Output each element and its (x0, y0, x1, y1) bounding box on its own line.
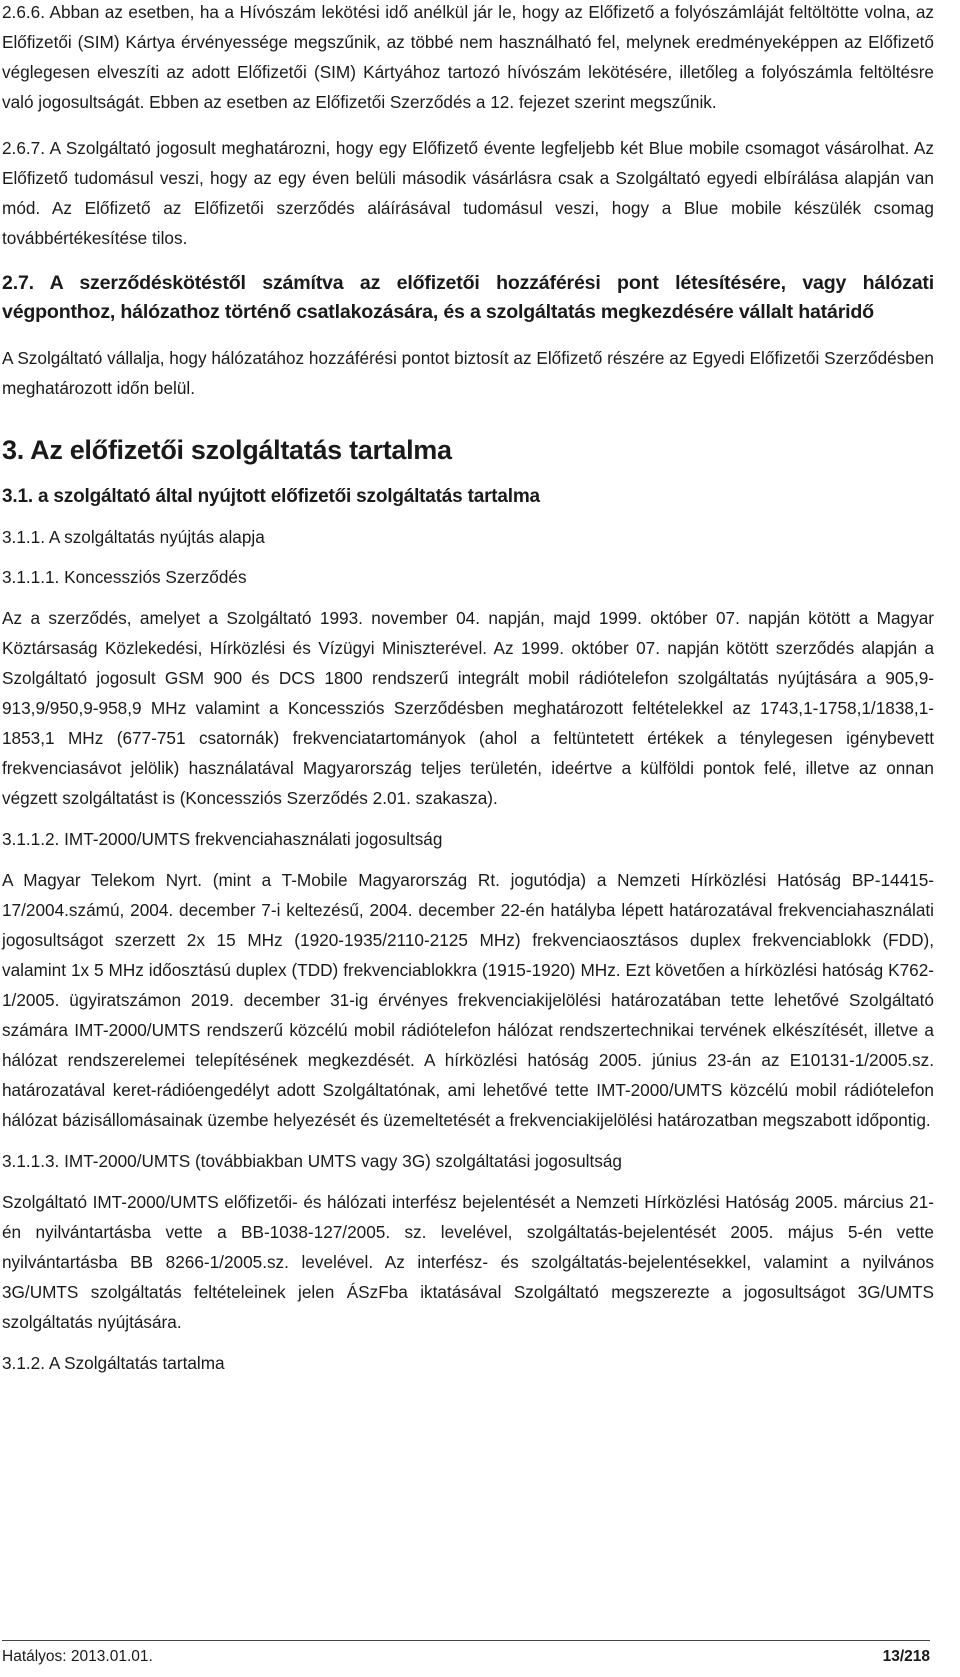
paragraph-3-1-1-1: Az a szerződés, amelyet a Szolgáltató 1993. november 04. napján, majd 1999. október 07. napján kötött a Magyar Köztársaság Közlekedési, Hírközlési és Vízügyi Miniszterével. Az 1999. október 07. napján kötött szerződés alapján a Szolgáltató jogosult GSM 900 és DCS 1800 rendszerű integrált mobil rádiótelefon szolgáltatás nyújtására a 905,9-913,9/950,9-958,9 MHz valamint a Koncessziós Szerződésben meghatározott feltételekkel az 1743,1-1758,1/1838,1-1853,1 MHz (677-751 csatornák) frekvenciatartományok (ahol a feltüntetett értékek a ténylegesen igénybevett frekvenciasávot jelölik) használatával Magyarország teljes területén, ideértve a külföldi pontok felé, illetve az onnan végzett szolgáltatást is (Koncessziós Szerződés 2.01. szakasza). (2, 608, 934, 808)
paragraph-2-7: A Szolgáltató vállalja, hogy hálózatához hozzáférési pontot biztosít az Előfizető részére az Egyedi Előfizetői Szerződésben meghatározott időn belül. (2, 348, 934, 398)
heading-3-1-1-2: 3.1.1.2. IMT-2000/UMTS frekvenciahasználati jogosultság (2, 829, 443, 849)
heading-3-1-1: 3.1.1. A szolgáltatás nyújtás alapja (2, 527, 265, 547)
heading-3-1-2: 3.1.2. A Szolgáltatás tartalma (2, 1353, 225, 1373)
heading-3-1-1-1: 3.1.1.1. Koncessziós Szerződés (2, 567, 247, 587)
footer-divider (2, 1640, 930, 1641)
heading-3-1: 3.1. a szolgáltató által nyújtott előfizetői szolgáltatás tartalma (2, 486, 540, 507)
heading-2-7: 2.7. A szerződéskötéstől számítva az előfizetői hozzáférési pont létesítésére, vagy hálózati végponthoz, hálózathoz történő csatlakozására, és a szolgáltatás megkezdésére vállalt határidő (2, 272, 934, 323)
page-footer (2, 1640, 930, 1670)
page-number: 13/218 (882, 1648, 930, 1665)
effective-date: Hatályos: 2013.01.01. (2, 1648, 153, 1665)
heading-3-1-1-3: 3.1.1.3. IMT-2000/UMTS (továbbiakban UMTS vagy 3G) szolgáltatási jogosultság (2, 1151, 622, 1171)
heading-3: 3. Az előfizetői szolgáltatás tartalma (2, 435, 452, 465)
paragraph-2-6-6: 2.6.6. Abban az esetben, ha a Hívószám lekötési idő anélkül jár le, hogy az Előfizető a folyószámláját feltöltötte volna, az Előfizetői (SIM) Kártya érvényessége megszűnik, az többé nem használható fel, melynek eredményeképpen az Előfizető véglegesen elveszíti az adott Előfizetői (SIM) Kártyához tartozó hívószám lekötésére, illetőleg a folyószámla feltöltésre való jogosultságát. Ebben az esetben az Előfizetői Szerződés a 12. fejezet szerint megszűnik. (2, 2, 934, 112)
paragraph-2-6-7: 2.6.7. A Szolgáltató jogosult meghatározni, hogy egy Előfizető évente legfeljebb két Blue mobile csomagot vásárolhat. Az Előfizető tudomásul veszi, hogy az egy éven belüli második vásárlásra csak a Szolgáltató egyedi elbírálása alapján van mód. Az Előfizető az Előfizetői szerződés aláírásával tudomásul veszi, hogy a Blue mobile készülék csomag továbbértékesítése tilos. (2, 138, 934, 248)
paragraph-3-1-1-2: A Magyar Telekom Nyrt. (mint a T-Mobile Magyarország Rt. jogutódja) a Nemzeti Hírközlési Hatóság BP-14415-17/2004.számú, 2004. december 7-i keltezésű, 2004. december 22-én hatályba lépett határozatával frekvenciahasználati jogosultságot szerzett 2x 15 MHz (1920-1935/2110-2125 MHz) frekvenciaosztásos duplex frekvenciablokk (FDD), valamint 1x 5 MHz időosztású duplex (TDD) frekvenciablokkra (1915-1920) MHz. Ezt követően a hírközlési hatóság K762-1/2005. ügyiratszámon 2019. december 31-ig érvényes frekvenciakijelölési határozatában tette lehetővé Szolgáltató számára IMT-2000/UMTS rendszerű közcélú mobil rádiótelefon hálózat rendszertechnikai tervének elkészítését, illetve a hálózat rendszerelemei telepítésének megkezdését. A hírközlési hatóság 2005. június 23-án az E10131-1/2005.sz. határozatával keret-rádióengedélyt adott Szolgáltatónak, ami lehetővé tette IMT-2000/UMTS közcélú mobil rádiótelefon hálózat bázisállomásainak üzembe helyezését és üzemeltetését a frekvenciakijelölési határozatban megszabott időpontig. (2, 870, 934, 1130)
paragraph-3-1-1-3: Szolgáltató IMT-2000/UMTS előfizetői- és hálózati interfész bejelentését a Nemzeti Hírközlési Hatóság 2005. március 21-én nyilvántartásba vette a BB-1038-127/2005. sz. levelével, szolgáltatás-bejelentését 2005. május 5-én vette nyilvántartásba BB 8266-1/2005.sz. levelével. Az interfész- és szolgáltatás-bejelentésekkel, valamint a nyilvános 3G/UMTS szolgáltatás feltételeinek jelen ÁSzFba iktatásával Szolgáltató megszerezte a jogosultságot 3G/UMTS szolgáltatás nyújtására. (2, 1192, 934, 1332)
